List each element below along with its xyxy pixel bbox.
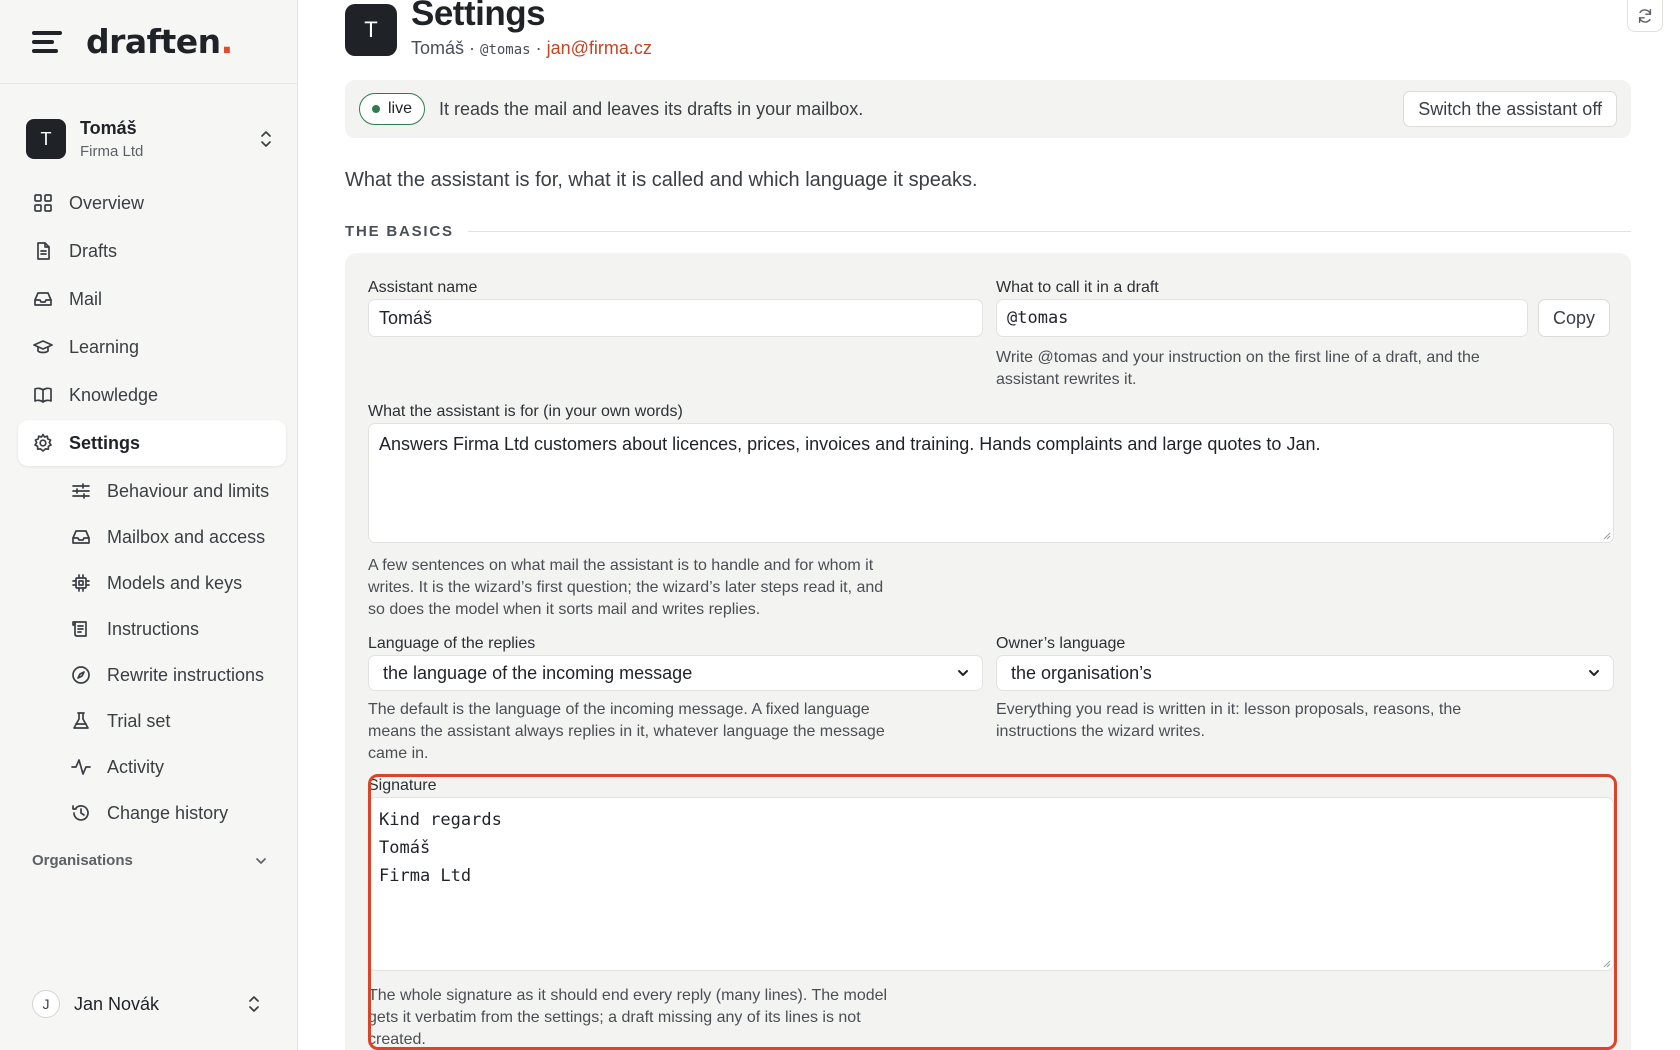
assistant-name-text: Tomáš — [411, 38, 465, 58]
owner-language-label: Owner’s language — [996, 635, 1126, 652]
subnav-label: Mailbox and access — [107, 526, 266, 547]
user-menu[interactable] — [32, 990, 268, 1018]
main-content — [298, 0, 1680, 1050]
assistant-name-input[interactable]: Tomáš — [368, 299, 983, 337]
purpose-label: What the assistant is for (in your own words) — [368, 403, 683, 420]
nav-item-label: Overview — [69, 192, 145, 213]
copy-handle-button[interactable]: Copy — [1538, 299, 1610, 337]
nav-item-learning[interactable] — [18, 324, 286, 370]
chevron-up-down-icon — [246, 993, 262, 1015]
graduation-cap-icon — [32, 336, 54, 358]
inbox-icon — [70, 526, 92, 548]
reply-language-label: Language of the replies — [368, 635, 536, 652]
live-dot — [372, 105, 380, 113]
refresh-icon — [1636, 7, 1654, 25]
nav-item-label: Learning — [69, 336, 140, 357]
subnav-label: Change history — [107, 802, 229, 823]
owner-language-help: Everything you read is written in it: lesson proposals, reasons, the instructions the wizard writes. — [996, 701, 1462, 740]
organisations-toggle[interactable] — [32, 852, 268, 869]
subnav-label: Models and keys — [107, 572, 243, 593]
subnav-instructions[interactable] — [18, 606, 286, 652]
signature-help: The whole signature as it should end every reply (many lines). The model gets it verbatim from the settings; a draft missing any of its lines is not created. — [368, 987, 888, 1048]
document-icon — [32, 240, 54, 262]
nav-item-label: Mail — [69, 288, 103, 309]
chevron-down-icon — [956, 666, 970, 680]
switch-assistant-off-button[interactable]: Switch the assistant off — [1403, 91, 1617, 127]
user-avatar: J — [32, 990, 60, 1018]
chip-icon — [70, 572, 92, 594]
page-title: Settings — [411, 0, 546, 33]
workspace-avatar: T — [26, 119, 66, 159]
section-heading — [345, 223, 1631, 240]
gear-icon — [32, 432, 54, 454]
inbox-icon — [32, 288, 54, 310]
resize-grip-icon[interactable] — [1601, 530, 1611, 540]
assistant-name-label: Assistant name — [368, 279, 478, 296]
scroll-icon — [70, 618, 92, 640]
subnav-label: Activity — [107, 756, 165, 777]
flask-icon — [70, 710, 92, 732]
purpose-text: Answers Firma Ltd customers about licences, prices, invoices and training. Hands complaints and large quotes to Jan. — [379, 434, 1321, 454]
nav-item-overview[interactable] — [18, 180, 286, 226]
signature-text: Kind regards Tomáš Firma Ltd — [379, 810, 502, 886]
subnav-label: Trial set — [107, 710, 171, 731]
nav-item-label: Drafts — [69, 240, 118, 261]
nav-item-drafts[interactable] — [18, 228, 286, 274]
nav-item-mail[interactable] — [18, 276, 286, 322]
refresh-button[interactable] — [1627, 0, 1663, 32]
sliders-icon — [70, 480, 92, 502]
owner-email-link[interactable]: jan@firma.cz — [546, 38, 652, 58]
activity-icon — [70, 756, 92, 778]
reply-language-select[interactable] — [368, 655, 983, 691]
owner-language-value: the organisation’s — [1011, 662, 1152, 683]
draft-handle-label: What to call it in a draft — [996, 279, 1159, 296]
main-nav — [18, 180, 286, 836]
basics-card — [345, 253, 1631, 1050]
subnav-behaviour-and-limits[interactable] — [18, 468, 286, 514]
section-title: THE BASICS — [345, 223, 454, 240]
resize-grip-icon[interactable] — [1601, 958, 1611, 968]
chevron-up-down-icon — [258, 128, 274, 150]
hamburger-menu-icon[interactable] — [32, 31, 62, 53]
signature-label: Signature — [368, 777, 437, 794]
chevron-down-icon — [254, 854, 268, 868]
live-label: live — [388, 100, 413, 117]
nav-item-label: Knowledge — [69, 384, 159, 405]
brand-bar — [0, 0, 297, 84]
purpose-textarea[interactable] — [368, 423, 1614, 543]
page-lead: What the assistant is for, what it is called and which language it speaks. — [345, 169, 978, 191]
assistant-status-bar — [345, 80, 1631, 138]
subnav-label: Rewrite instructions — [107, 664, 265, 685]
grid-icon — [32, 192, 54, 214]
subnav-label: Instructions — [107, 618, 200, 639]
workspace-name: Tomáš — [80, 118, 137, 138]
assistant-avatar: T — [345, 4, 397, 56]
separator: · — [464, 38, 481, 58]
nav-item-settings[interactable] — [18, 420, 286, 466]
organisations-label: Organisations — [32, 852, 133, 869]
nav-item-knowledge[interactable] — [18, 372, 286, 418]
separator: · — [530, 38, 547, 58]
chevron-down-icon — [1587, 666, 1601, 680]
draft-handle-input[interactable]: @tomas — [996, 299, 1528, 337]
subnav-label: Behaviour and limits — [107, 480, 270, 501]
subnav-rewrite-instructions[interactable] — [18, 652, 286, 698]
brand-logo[interactable]: draften. — [86, 22, 233, 61]
nav-item-label: Settings — [69, 432, 141, 453]
history-icon — [70, 802, 92, 824]
page-subtitle — [411, 38, 652, 59]
book-icon — [32, 384, 54, 406]
purpose-help: A few sentences on what mail the assistant is to handle and for whom it writes. It is the wizard’s first question; the wizard’s later steps read it, and so does the model when it sorts mail and writes replies. — [368, 557, 884, 618]
status-text: It reads the mail and leaves its drafts in your mailbox. — [439, 98, 864, 119]
subnav-trial-set[interactable] — [18, 698, 286, 744]
subnav-change-history[interactable] — [18, 790, 286, 836]
compass-icon — [70, 664, 92, 686]
page-header — [345, 0, 652, 59]
draft-handle-help: Write @tomas and your instruction on the first line of a draft, and the assistant rewrites it. — [996, 349, 1480, 388]
owner-language-select[interactable] — [996, 655, 1614, 691]
reply-language-help: The default is the language of the incoming message. A fixed language means the assistant always replies in it, whatever language the message came in. — [368, 701, 885, 762]
user-name: Jan Novák — [74, 993, 160, 1014]
workspace-switcher[interactable] — [26, 112, 280, 166]
sidebar — [0, 0, 298, 1050]
subnav-activity[interactable] — [18, 744, 286, 790]
reply-language-value: the language of the incoming message — [383, 662, 693, 683]
subnav-mailbox-and-access[interactable] — [18, 514, 286, 560]
assistant-handle: @tomas — [480, 42, 531, 58]
signature-textarea[interactable] — [368, 797, 1614, 971]
subnav-models-and-keys[interactable] — [18, 560, 286, 606]
live-status-badge — [359, 93, 425, 125]
workspace-org: Firma Ltd — [80, 143, 144, 160]
